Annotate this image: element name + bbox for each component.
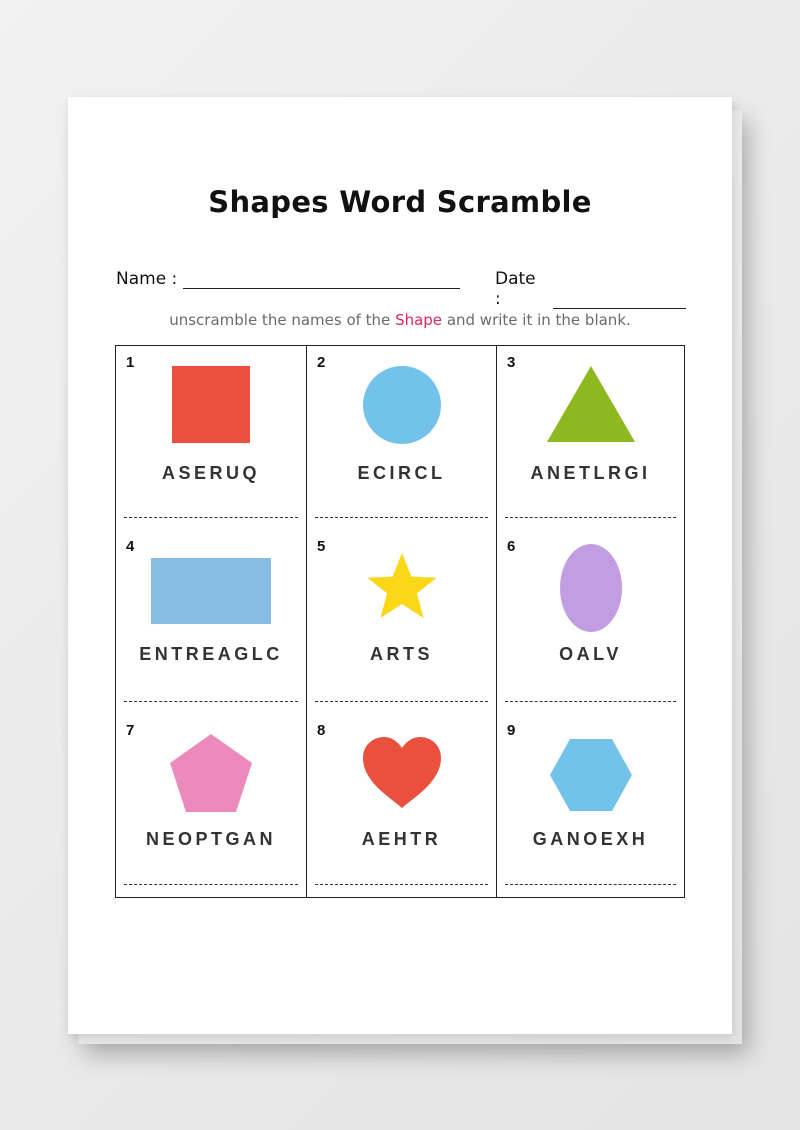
star-shape	[367, 553, 436, 618]
answer-blank[interactable]	[505, 517, 676, 518]
scrambled-word: ECIRCL	[357, 463, 446, 483]
heart-icon	[307, 736, 496, 826]
scramble-item	[116, 714, 306, 897]
hexagon-shape	[550, 739, 632, 811]
scramble-grid	[115, 345, 685, 898]
circle-icon	[307, 364, 496, 454]
answer-blank[interactable]	[505, 701, 676, 702]
item-number: 6	[507, 538, 516, 555]
square-icon	[116, 364, 306, 454]
circle-shape	[363, 366, 441, 444]
answer-blank[interactable]	[315, 701, 488, 702]
name-blank-line[interactable]	[183, 270, 460, 289]
date-label: Date :	[495, 269, 536, 309]
scrambled-word: ANETLRGI	[530, 463, 651, 483]
oval-icon	[497, 542, 684, 632]
rectangle-shape	[151, 558, 271, 624]
answer-blank[interactable]	[124, 884, 298, 885]
scrambled-word: NEOPTGAN	[145, 829, 276, 849]
pentagon-shape	[170, 734, 252, 812]
name-label: Name :	[116, 269, 178, 289]
scramble-item	[496, 714, 684, 897]
name-field[interactable]	[116, 269, 460, 289]
scramble-item	[306, 346, 496, 530]
scrambled-word: GANOEXH	[532, 829, 649, 849]
item-number: 7	[126, 722, 135, 739]
scrambled-word: AEHTR	[361, 829, 442, 849]
oval-shape	[560, 544, 622, 632]
item-number: 2	[317, 354, 326, 371]
pentagon-icon	[116, 732, 306, 822]
answer-blank[interactable]	[505, 884, 676, 885]
scramble-item	[496, 530, 684, 714]
answer-blank[interactable]	[315, 884, 488, 885]
scrambled-word: ARTS	[370, 644, 433, 664]
answer-blank[interactable]	[315, 517, 488, 518]
item-number: 9	[507, 722, 516, 739]
triangle-icon	[497, 364, 684, 454]
scramble-item	[306, 530, 496, 714]
item-number: 4	[126, 538, 135, 555]
square-shape	[172, 366, 250, 443]
item-number: 5	[317, 538, 326, 555]
item-number: 3	[507, 354, 516, 371]
rectangle-icon	[116, 556, 306, 646]
instruction-text	[68, 311, 732, 329]
item-number: 1	[126, 354, 135, 371]
answer-blank[interactable]	[124, 701, 298, 702]
date-blank-line[interactable]	[553, 290, 686, 309]
scrambled-word: ENTREAGLC	[139, 644, 283, 664]
triangle-shape	[547, 366, 635, 442]
instruction-highlight: Shape	[395, 311, 443, 329]
instruction-after: and write it in the blank.	[442, 311, 631, 329]
star-icon	[307, 548, 496, 638]
heart-shape	[363, 737, 441, 808]
scrambled-word: OALV	[559, 644, 622, 664]
worksheet-title: Shapes Word Scramble	[208, 185, 592, 219]
scramble-item	[116, 530, 306, 714]
hexagon-icon	[497, 738, 684, 828]
instruction-before: unscramble the names of the	[169, 311, 396, 329]
worksheet-page	[68, 97, 732, 1034]
scramble-item	[306, 714, 496, 897]
scrambled-word: ASERUQ	[161, 463, 260, 483]
name-date-row	[116, 269, 686, 309]
answer-blank[interactable]	[124, 517, 298, 518]
scramble-item	[496, 346, 684, 530]
item-number: 8	[317, 722, 326, 739]
date-field[interactable]	[495, 269, 686, 309]
scramble-item	[116, 346, 306, 530]
